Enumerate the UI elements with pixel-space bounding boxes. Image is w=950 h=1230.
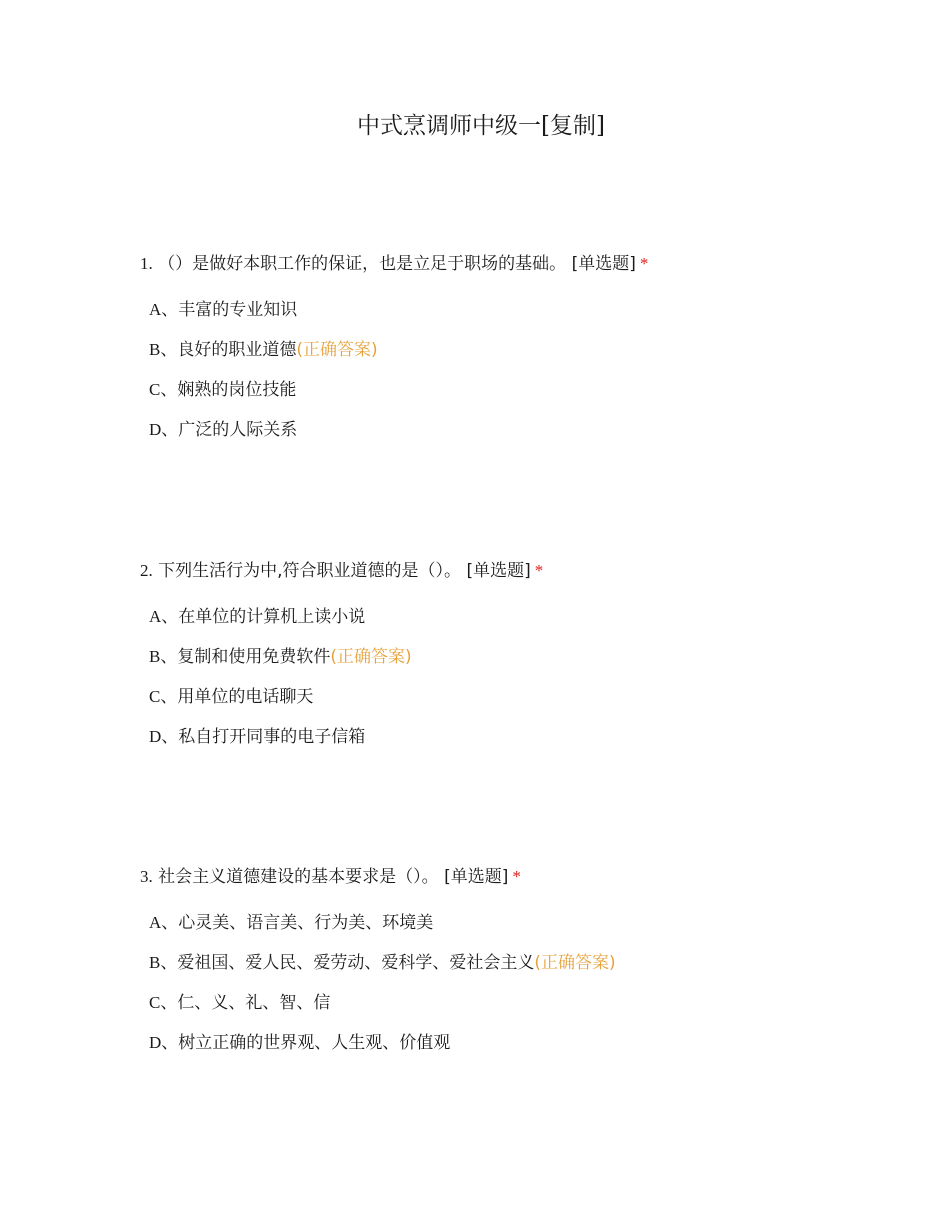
option-b[interactable] bbox=[149, 645, 900, 685]
question-type-tag: [单选题] bbox=[444, 867, 509, 887]
option-separator: 、 bbox=[160, 647, 178, 667]
option-separator: 、 bbox=[161, 727, 179, 747]
option-letter: C bbox=[149, 687, 161, 706]
option-letter: C bbox=[149, 993, 161, 1012]
question-type-tag: [单选题] bbox=[466, 561, 531, 581]
option-separator: 、 bbox=[161, 420, 179, 440]
question-number: 3. bbox=[140, 867, 153, 886]
option-list bbox=[140, 911, 900, 1071]
option-separator: 、 bbox=[160, 380, 178, 400]
option-text: 心灵美、语言美、行为美、环境美 bbox=[178, 913, 434, 933]
option-letter: B bbox=[149, 340, 161, 359]
question-stem bbox=[140, 252, 900, 276]
option-letter: D bbox=[149, 727, 162, 746]
option-list bbox=[140, 605, 900, 765]
correct-answer-tag: (正确答案) bbox=[534, 953, 616, 973]
option-c[interactable] bbox=[149, 991, 900, 1031]
option-text: 复制和使用免费软件 bbox=[177, 647, 331, 667]
option-text: 私自打开同事的电子信箱 bbox=[178, 727, 366, 747]
question-1 bbox=[140, 252, 900, 458]
option-text: 树立正确的世界观、人生观、价值观 bbox=[178, 1033, 451, 1053]
question-3 bbox=[140, 865, 900, 1071]
option-c[interactable] bbox=[149, 378, 900, 418]
question-number: 1. bbox=[140, 254, 153, 273]
question-number: 2. bbox=[140, 561, 153, 580]
page-title: 中式烹调师中级一[复制] bbox=[357, 113, 605, 139]
option-letter: B bbox=[149, 647, 161, 666]
option-d[interactable] bbox=[149, 418, 900, 458]
required-asterisk: * bbox=[512, 867, 521, 886]
option-text: 丰富的专业知识 bbox=[178, 300, 298, 320]
option-text: 用单位的电话聊天 bbox=[177, 687, 314, 707]
option-separator: 、 bbox=[161, 300, 179, 320]
option-b[interactable] bbox=[149, 338, 900, 378]
question-text: 社会主义道德建设的基本要求是（）。 bbox=[158, 867, 439, 887]
option-a[interactable] bbox=[149, 605, 900, 645]
option-separator: 、 bbox=[160, 953, 178, 973]
option-separator: 、 bbox=[161, 1033, 179, 1053]
option-d[interactable] bbox=[149, 725, 900, 765]
option-separator: 、 bbox=[160, 340, 178, 360]
option-text: 广泛的人际关系 bbox=[178, 420, 298, 440]
question-text: 下列生活行为中,符合职业道德的是（）。 bbox=[158, 561, 462, 581]
option-a[interactable] bbox=[149, 911, 900, 951]
option-text: 娴熟的岗位技能 bbox=[177, 380, 297, 400]
option-letter: B bbox=[149, 953, 161, 972]
option-c[interactable] bbox=[149, 685, 900, 725]
option-letter: D bbox=[149, 420, 162, 439]
question-2 bbox=[140, 559, 900, 765]
option-letter: D bbox=[149, 1033, 162, 1052]
option-list bbox=[140, 298, 900, 458]
option-b[interactable] bbox=[149, 951, 900, 991]
question-type-tag: [单选题] bbox=[571, 254, 636, 274]
option-letter: A bbox=[149, 913, 162, 932]
option-text: 在单位的计算机上读小说 bbox=[178, 607, 366, 627]
required-asterisk: * bbox=[639, 254, 649, 273]
option-text: 仁、义、礼、智、信 bbox=[177, 993, 331, 1013]
option-a[interactable] bbox=[149, 298, 900, 338]
option-separator: 、 bbox=[161, 607, 179, 627]
question-stem bbox=[140, 865, 900, 889]
option-separator: 、 bbox=[160, 687, 178, 707]
option-text: 良好的职业道德 bbox=[177, 340, 297, 360]
option-letter: A bbox=[149, 607, 162, 626]
correct-answer-tag: (正确答案) bbox=[296, 340, 378, 360]
option-letter: C bbox=[149, 380, 161, 399]
option-separator: 、 bbox=[161, 913, 179, 933]
question-text: （）是做好本职工作的保证，也是立足于职场的基础。 bbox=[158, 254, 567, 274]
question-stem bbox=[140, 559, 900, 583]
option-text: 爱祖国、爱人民、爱劳动、爱科学、爱社会主义 bbox=[177, 953, 535, 973]
correct-answer-tag: (正确答案) bbox=[330, 647, 412, 667]
option-d[interactable] bbox=[149, 1031, 900, 1071]
required-asterisk: * bbox=[534, 561, 544, 580]
option-separator: 、 bbox=[160, 993, 178, 1013]
option-letter: A bbox=[149, 300, 162, 319]
